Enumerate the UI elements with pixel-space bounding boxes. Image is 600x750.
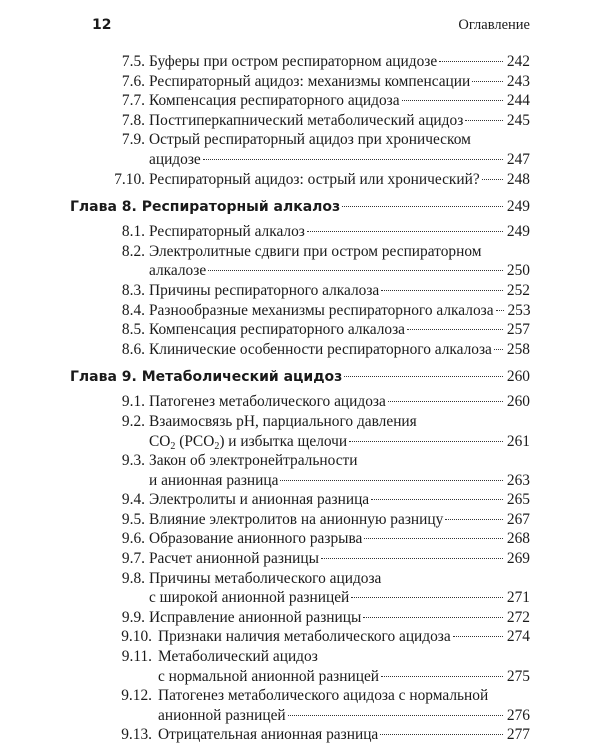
toc-entry-9-2[interactable] (70, 412, 530, 432)
toc-entry-8-5[interactable] (70, 320, 530, 340)
entry-page: 267 (506, 510, 530, 528)
toc-entry-8-6[interactable] (70, 340, 530, 360)
dot-leader (407, 329, 503, 330)
entry-number: 9.5. (121, 510, 145, 528)
entry-title-cont (149, 432, 347, 452)
entry-title-cont: с широкой анионной разницей (149, 589, 350, 607)
toc-entry-9-13[interactable] (70, 725, 530, 745)
entry-number: 7.5. (121, 53, 145, 70)
toc-entry-9-12-cont[interactable] (70, 706, 530, 726)
entry-number: 9.2. (121, 412, 145, 430)
entry-title: Образование анионного разрыва (149, 530, 363, 548)
entry-title-cont: ацидозе (149, 150, 201, 168)
dot-leader (203, 159, 503, 160)
entry-page: 253 (507, 301, 531, 319)
entry-title: Патогенез метаболического ацидоза с нормальной (158, 687, 489, 705)
toc-entry-9-11-cont[interactable] (70, 667, 530, 687)
dot-leader (344, 376, 503, 377)
entry-number: 8.3. (121, 281, 145, 299)
entry-page: 248 (506, 170, 530, 188)
entry-page: 274 (506, 628, 530, 646)
toc-entry-7-6[interactable] (70, 72, 530, 92)
entry-page: 244 (506, 92, 530, 110)
entry-number: 9.7. (121, 550, 145, 568)
entry-number: 8.4. (121, 301, 145, 319)
toc-entry-9-3-cont[interactable] (70, 471, 530, 491)
entry-number: 8.5. (121, 321, 145, 339)
dot-leader (288, 715, 503, 716)
toc-entry-7-10[interactable] (70, 170, 530, 190)
toc-entry-9-2-cont[interactable] (70, 432, 530, 452)
formula-sub: 2 (170, 440, 176, 452)
entry-title: Электролитные сдвиги при остром респираторном (149, 242, 482, 260)
dot-leader (321, 558, 503, 559)
entry-page: 257 (506, 321, 530, 339)
toc-entry-8-1[interactable] (70, 222, 530, 242)
running-title: Оглавление (458, 17, 530, 33)
toc-entry-8-3[interactable] (70, 281, 530, 301)
dot-leader (439, 61, 503, 62)
entry-title: Острый респираторный ацидоз при хроническом (149, 131, 471, 149)
chapter-page: 249 (506, 198, 530, 216)
chapter-8-heading[interactable] (70, 197, 530, 217)
entry-title: Причины метаболического ацидоза (149, 569, 382, 587)
toc-entry-9-4[interactable] (70, 490, 530, 510)
entry-title: Буферы при остром респираторном ацидозе (149, 53, 438, 70)
entry-title: Постгиперкапнический метаболический ацидоз (149, 111, 464, 129)
chapter-9-heading[interactable] (70, 367, 530, 387)
entry-number: 8.6. (121, 340, 145, 358)
entry-title: Влияние электролитов на анионную разницу (149, 510, 444, 528)
entry-number: 9.1. (121, 393, 145, 411)
toc-entry-8-4[interactable] (70, 301, 530, 321)
entry-title: Респираторный алкалоз (149, 223, 305, 241)
toc-entry-8-2[interactable] (70, 242, 530, 262)
entry-page: 269 (506, 550, 530, 568)
entry-title: Компенсация респираторного ацидоза (149, 92, 400, 110)
entry-page: 272 (506, 608, 530, 626)
toc-entry-9-7[interactable] (70, 549, 530, 569)
entry-title: Разнообразные механизмы респираторного алкалоза (149, 301, 494, 319)
entry-page: 245 (506, 111, 530, 129)
entry-number: 8.2. (121, 242, 145, 260)
dot-leader (280, 480, 503, 481)
entry-number: 7.7. (121, 92, 145, 110)
dot-leader (342, 206, 503, 207)
dot-leader (363, 617, 503, 618)
entry-page: 252 (506, 281, 530, 299)
formula-pco: (PCO (175, 432, 215, 450)
page-number: 12 (92, 17, 112, 33)
dot-leader (351, 597, 503, 598)
dot-leader (381, 676, 503, 677)
toc-entry-7-9[interactable] (70, 130, 530, 150)
entry-page: 260 (506, 393, 530, 411)
entry-title-cont: анионной разницей (158, 706, 286, 724)
toc-entry-7-8[interactable] (70, 111, 530, 131)
entry-page: 250 (506, 262, 530, 280)
toc-entry-9-8-cont[interactable] (70, 588, 530, 608)
toc-entry-7-9-cont[interactable] (70, 150, 530, 170)
entry-page: 265 (506, 491, 530, 509)
table-of-contents (70, 52, 530, 745)
dot-leader (380, 734, 503, 735)
entry-number: 9.13. (121, 726, 152, 744)
chapter-page: 260 (506, 368, 530, 386)
chapter-title: Глава 9. Метаболический ацидоз (70, 369, 343, 386)
entry-title: Компенсация респираторного алкалоза (149, 321, 405, 339)
entry-title: Клинические особенности респираторного алкалоза (149, 340, 492, 358)
entry-title: Закон об электронейтральности (149, 452, 358, 470)
toc-entry-9-9[interactable] (70, 608, 530, 628)
entry-title-cont: с нормальной анионной разницей (158, 667, 380, 685)
entry-page: 277 (506, 726, 530, 744)
entry-number: 9.3. (121, 452, 145, 470)
toc-entry-7-5[interactable] (70, 52, 530, 72)
dot-leader (349, 441, 503, 442)
entry-page: 249 (506, 223, 530, 241)
entry-number: 7.10. (114, 170, 145, 188)
entry-title: Респираторный ацидоз: острый или хронический? (149, 170, 480, 188)
dot-leader (371, 499, 503, 500)
dot-leader (381, 290, 503, 291)
entry-title: Исправление анионной разницы (149, 608, 362, 626)
entry-page: 271 (506, 589, 530, 607)
entry-title: Причины респираторного алкалоза (149, 281, 380, 299)
entry-page: 243 (506, 72, 530, 90)
entry-page: 261 (506, 432, 530, 450)
page-header (92, 17, 530, 37)
entry-number: 9.6. (121, 530, 145, 548)
toc-entry-9-11[interactable] (70, 647, 530, 667)
entry-title: Расчет анионной разницы (149, 550, 319, 568)
dot-leader (472, 81, 503, 82)
entry-number: 8.1. (121, 223, 145, 241)
formula-rest: ) и избытка щелочи (219, 432, 348, 450)
entry-title: Электролиты и анионная разница (149, 491, 370, 509)
toc-entry-9-1[interactable] (70, 392, 530, 412)
toc-entry-9-12[interactable] (70, 686, 530, 706)
toc-entry-9-3[interactable] (70, 451, 530, 471)
entry-page: 263 (506, 471, 530, 489)
entry-page: 247 (506, 150, 530, 168)
toc-entry-8-2-cont[interactable] (70, 261, 530, 281)
entry-number: 7.8. (121, 111, 145, 129)
entry-number: 9.12. (121, 687, 152, 705)
dot-leader (445, 519, 503, 520)
toc-entry-9-5[interactable] (70, 510, 530, 530)
dot-leader (496, 310, 504, 311)
dot-leader (388, 401, 503, 402)
dot-leader (465, 120, 503, 121)
toc-entry-9-8[interactable] (70, 569, 530, 589)
dot-leader (402, 100, 503, 101)
entry-number: 9.4. (121, 491, 145, 509)
entry-number: 9.11. (121, 648, 152, 666)
entry-page: 276 (506, 706, 530, 724)
entry-page: 258 (506, 340, 530, 358)
entry-title: Признаки наличия метаболического ацидоза (158, 628, 451, 646)
entry-page: 268 (506, 530, 530, 548)
dot-leader (208, 270, 503, 271)
entry-number: 7.6. (121, 72, 145, 90)
dot-leader (453, 636, 503, 637)
dot-leader (364, 538, 503, 539)
entry-title: Взаимосвязь pH, парциального давления (149, 412, 417, 430)
entry-title-cont: и анионная разница (149, 471, 279, 489)
chapter-title: Глава 8. Респираторный алкалоз (70, 199, 341, 216)
formula-co: CO (149, 432, 171, 450)
entry-title: Патогенез метаболического ацидоза (149, 393, 386, 411)
entry-title-cont: алкалозе (149, 262, 207, 280)
entry-page: 242 (506, 53, 530, 70)
entry-number: 9.9. (121, 608, 145, 626)
dot-leader (494, 349, 503, 350)
dot-leader (307, 231, 503, 232)
toc-entry-9-10[interactable] (70, 627, 530, 647)
toc-entry-9-6[interactable] (70, 529, 530, 549)
formula-sub: 2 (214, 440, 220, 452)
entry-number: 9.8. (121, 569, 145, 587)
dot-leader (482, 179, 503, 180)
entry-page: 275 (506, 667, 530, 685)
entry-title: Метаболический ацидоз (158, 648, 318, 666)
entry-title: Отрицательная анионная разница (158, 726, 379, 744)
entry-number: 9.10. (121, 628, 152, 646)
entry-title: Респираторный ацидоз: механизмы компенсации (149, 72, 471, 90)
toc-entry-7-7[interactable] (70, 91, 530, 111)
entry-number: 7.9. (121, 131, 145, 149)
